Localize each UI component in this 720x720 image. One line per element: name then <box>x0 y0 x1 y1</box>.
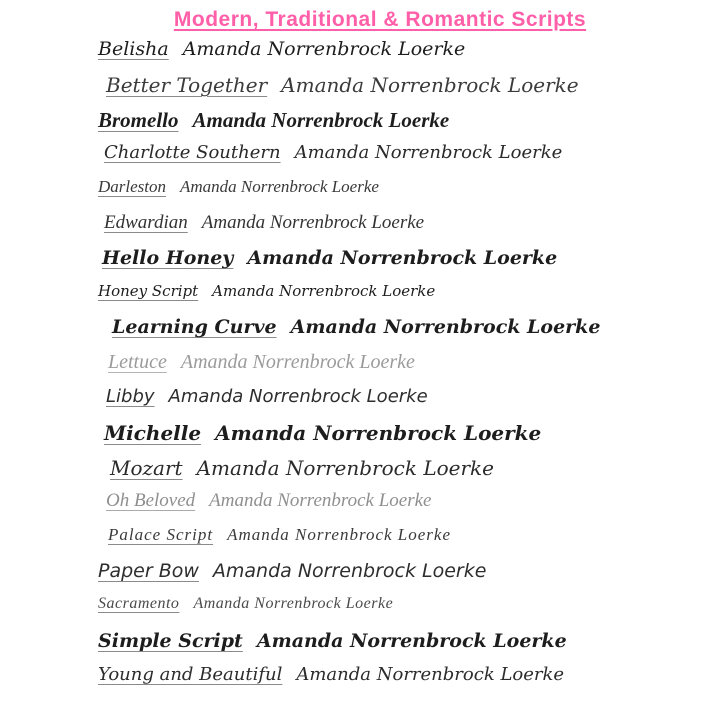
font-name: Oh Beloved <box>106 490 196 512</box>
font-sample-row-darleston <box>20 177 700 212</box>
font-sample-row-libby <box>20 386 700 421</box>
font-name: Palace Script <box>108 525 214 545</box>
sample-text: Amanda Norrenbrock Loerke <box>212 281 436 300</box>
font-name: Bromello <box>98 107 179 132</box>
font-sample-row-sacramento <box>20 595 700 630</box>
sample-text: Amanda Norrenbrock Loerke <box>168 385 428 407</box>
font-name: Darleston <box>98 177 166 197</box>
font-name: Lettuce <box>108 351 167 374</box>
font-name: Paper Bow <box>98 559 199 582</box>
font-sample-row-michelle <box>20 421 700 456</box>
font-name: Libby <box>106 385 155 407</box>
font-name: Edwardian <box>104 211 188 233</box>
font-sample-row-bromello <box>20 108 700 143</box>
font-sample-row-lettuce <box>20 351 700 386</box>
sample-text: Amanda Norrenbrock Loerke <box>193 594 394 612</box>
sample-text: Amanda Norrenbrock Loerke <box>180 351 415 374</box>
font-name: Mozart <box>110 455 183 480</box>
font-name: Better Together <box>106 72 268 97</box>
sample-text: Amanda Norrenbrock Loerke <box>180 177 379 197</box>
sample-text: Amanda Norrenbrock Loerke <box>227 525 451 545</box>
sample-text: Amanda Norrenbrock Loerke <box>294 142 563 164</box>
font-name: Honey Script <box>98 281 199 300</box>
sample-text: Amanda Norrenbrock Loerke <box>212 559 487 582</box>
sample-text: Amanda Norrenbrock Loerke <box>182 38 466 60</box>
font-sample-row-hello-honey <box>20 247 700 282</box>
font-name: Simple Script <box>98 629 243 652</box>
font-sample-row-belisha <box>20 38 700 73</box>
font-name: Learning Curve <box>112 316 277 339</box>
font-name: Belisha <box>98 38 169 60</box>
sample-text: Amanda Norrenbrock Loerke <box>247 246 558 269</box>
font-sample-row-oh-beloved <box>20 490 700 525</box>
font-sample-row-edwardian <box>20 212 700 247</box>
sample-text: Amanda Norrenbrock Loerke <box>192 107 450 132</box>
font-sample-row-mozart <box>20 456 700 491</box>
sample-text: Amanda Norrenbrock Loerke <box>209 490 432 512</box>
font-sample-row-charlotte-southern <box>20 142 700 177</box>
sample-text: Amanda Norrenbrock Loerke <box>215 420 542 445</box>
sample-text: Amanda Norrenbrock Loerke <box>290 316 601 339</box>
font-name: Sacramento <box>98 594 180 612</box>
font-name: Michelle <box>104 420 202 445</box>
sample-text: Amanda Norrenbrock Loerke <box>281 72 579 97</box>
font-name: Charlotte Southern <box>104 142 281 164</box>
font-sample-row-paper-bow <box>20 560 700 595</box>
font-sample-row-learning-curve <box>20 316 700 351</box>
font-name: Young and Beautiful <box>98 664 283 686</box>
sample-text: Amanda Norrenbrock Loerke <box>296 664 565 686</box>
font-sample-row-palace-script <box>20 525 700 560</box>
font-sample-row-simple-script <box>20 630 700 665</box>
font-name: Hello Honey <box>102 246 234 269</box>
font-sample-row-honey-script <box>20 282 700 317</box>
sample-text: Amanda Norrenbrock Loerke <box>256 629 567 652</box>
sample-text: Amanda Norrenbrock Loerke <box>201 211 425 233</box>
page-title: Modern, Traditional & Romantic Scripts <box>173 8 587 31</box>
font-sample-row-better-together <box>20 73 700 108</box>
font-sample-row-young-and-beautiful <box>20 664 700 699</box>
sample-text: Amanda Norrenbrock Loerke <box>196 455 495 480</box>
font-sample-list <box>20 38 700 699</box>
